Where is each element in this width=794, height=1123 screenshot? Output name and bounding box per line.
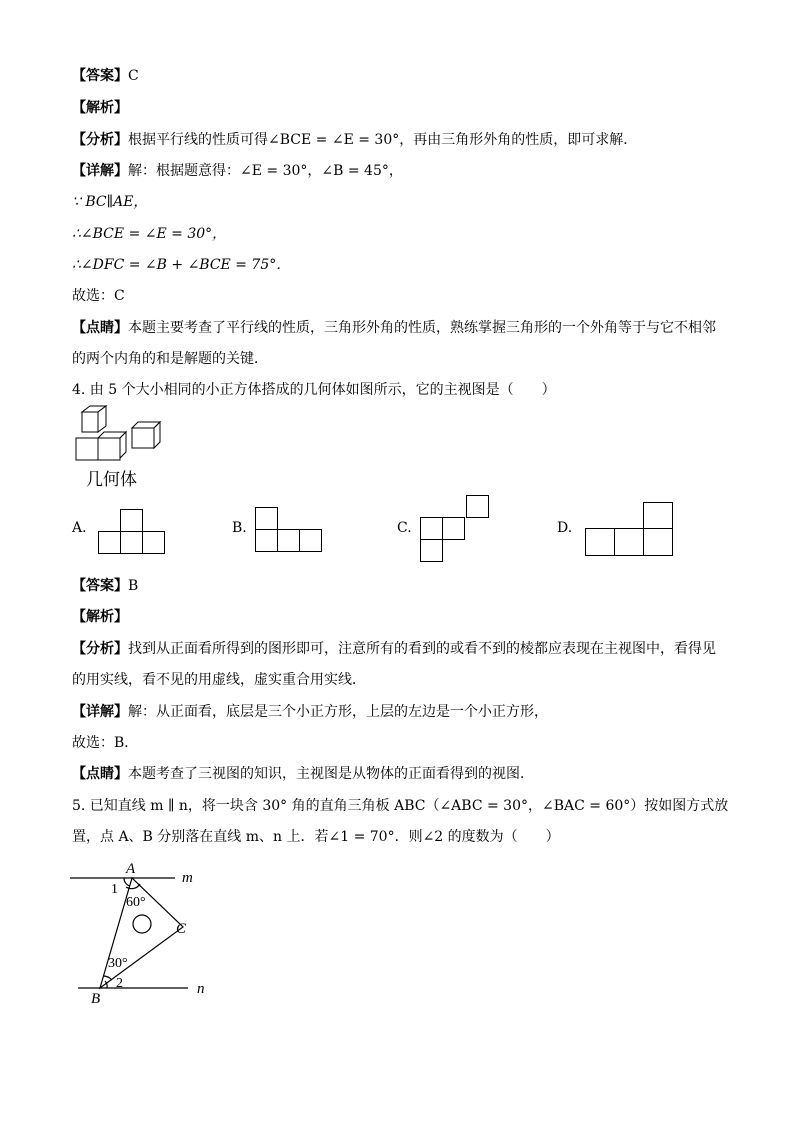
q4-dianjing-line <box>72 764 534 784</box>
label-a: A <box>126 861 136 877</box>
q3-fenxi-line <box>72 130 637 150</box>
label-30: 30° <box>108 956 128 971</box>
answer-tag: 【答案】 <box>72 578 128 594</box>
q3-answer-line <box>72 66 139 86</box>
xiangjie-tag: 【详解】 <box>72 704 128 720</box>
option-a-figure <box>98 508 168 556</box>
xiangjie-text: 解：根据题意得：∠E = 30°，∠B = 45°， <box>128 163 403 179</box>
fenxi-text: 根据平行线的性质可得∠BCE = ∠E = 30°，再由三角形外角的性质，即可求解． <box>128 132 638 148</box>
option-a-label: A. <box>72 520 87 536</box>
angle-1-arc <box>124 878 130 886</box>
q3-dianjing-line-1 <box>72 318 716 338</box>
q5-line-1: 5. 已知直线 m ∥ n，将一块含 30° 角的直角三角板 ABC（∠ABC = 30°，∠BAC = 60°）按如图方式放 <box>72 798 729 814</box>
label-n: n <box>197 981 205 997</box>
q3-dianjing-line-2: 的两个内角的和是解题的关键． <box>72 351 268 367</box>
option-d-figure <box>585 502 677 560</box>
fenxi-text-1: 找到从正面看所得到的图形即可，注意所有的看到的或看不到的棱都应表现在主视图中，看得见 <box>128 641 716 657</box>
q4-fenxi-line-1 <box>72 639 716 659</box>
dianjing-text: 本题考查了三视图的知识，主视图是从物体的正面看得到的视图． <box>128 766 534 782</box>
option-d-label: D. <box>557 520 573 536</box>
q4-fenxi-line-2: 的用实线，看不见的用虚线，虚实重合用实线． <box>72 672 366 688</box>
dianjing-tag: 【点睛】 <box>72 320 128 336</box>
answer-value: C <box>128 68 139 84</box>
q5-line-2: 置，点 A、B 分别落在直线 m、n 上．若∠1 = 70°．则∠2 的度数为（ ） <box>72 829 560 845</box>
label-b: B <box>91 991 101 1007</box>
option-b-figure <box>255 506 325 554</box>
label-m: m <box>182 870 193 886</box>
angle-b-arc <box>103 976 112 980</box>
fenxi-tag: 【分析】 <box>72 132 128 148</box>
q4-question: 4. 由 5 个大小相同的小正方体搭成的几何体如图所示，它的主视图是（ ） <box>72 382 556 398</box>
option-c-figure <box>420 494 492 566</box>
q4-xiangjie-line <box>72 702 548 722</box>
fenxi-tag: 【分析】 <box>72 641 128 657</box>
label-60: 60° <box>126 895 146 910</box>
answer-tag: 【答案】 <box>72 68 128 84</box>
q3-xiangjie-line <box>72 161 403 181</box>
q3-step-2: ∴∠BCE = ∠E = 30°， <box>72 226 227 242</box>
q3-step-3: ∴∠DFC = ∠B + ∠BCE = 75°． <box>72 257 291 273</box>
q4-analysis-tag: 【解析】 <box>72 609 128 625</box>
q3-choose: 故选：C <box>72 288 125 304</box>
q3-step-1: ∵ BC∥AE， <box>72 194 148 210</box>
label-angle-2: 2 <box>116 976 123 991</box>
option-b-label: B. <box>232 520 247 536</box>
figure-caption: 几何体 <box>86 470 137 490</box>
q5-geometry-figure <box>70 860 230 1010</box>
q4-choose: 故选：B． <box>72 735 139 751</box>
dianjing-text-1: 本题主要考查了平行线的性质，三角形外角的性质，熟练掌握三角形的一个外角等于与它不相邻 <box>128 320 716 336</box>
option-c-label: C. <box>397 520 412 536</box>
xiangjie-tag: 【详解】 <box>72 163 128 179</box>
q3-analysis-tag: 【解析】 <box>72 100 128 116</box>
label-angle-1: 1 <box>111 882 118 897</box>
q4-solid-figure <box>74 404 174 464</box>
answer-value: B <box>128 578 139 594</box>
xiangjie-text: 解：从正面看，底层是三个小正方形，上层的左边是一个小正方形， <box>128 704 548 720</box>
label-c: C <box>176 921 187 937</box>
dianjing-tag: 【点睛】 <box>72 766 128 782</box>
q4-answer-line <box>72 576 138 596</box>
triangle-hole <box>133 915 151 933</box>
